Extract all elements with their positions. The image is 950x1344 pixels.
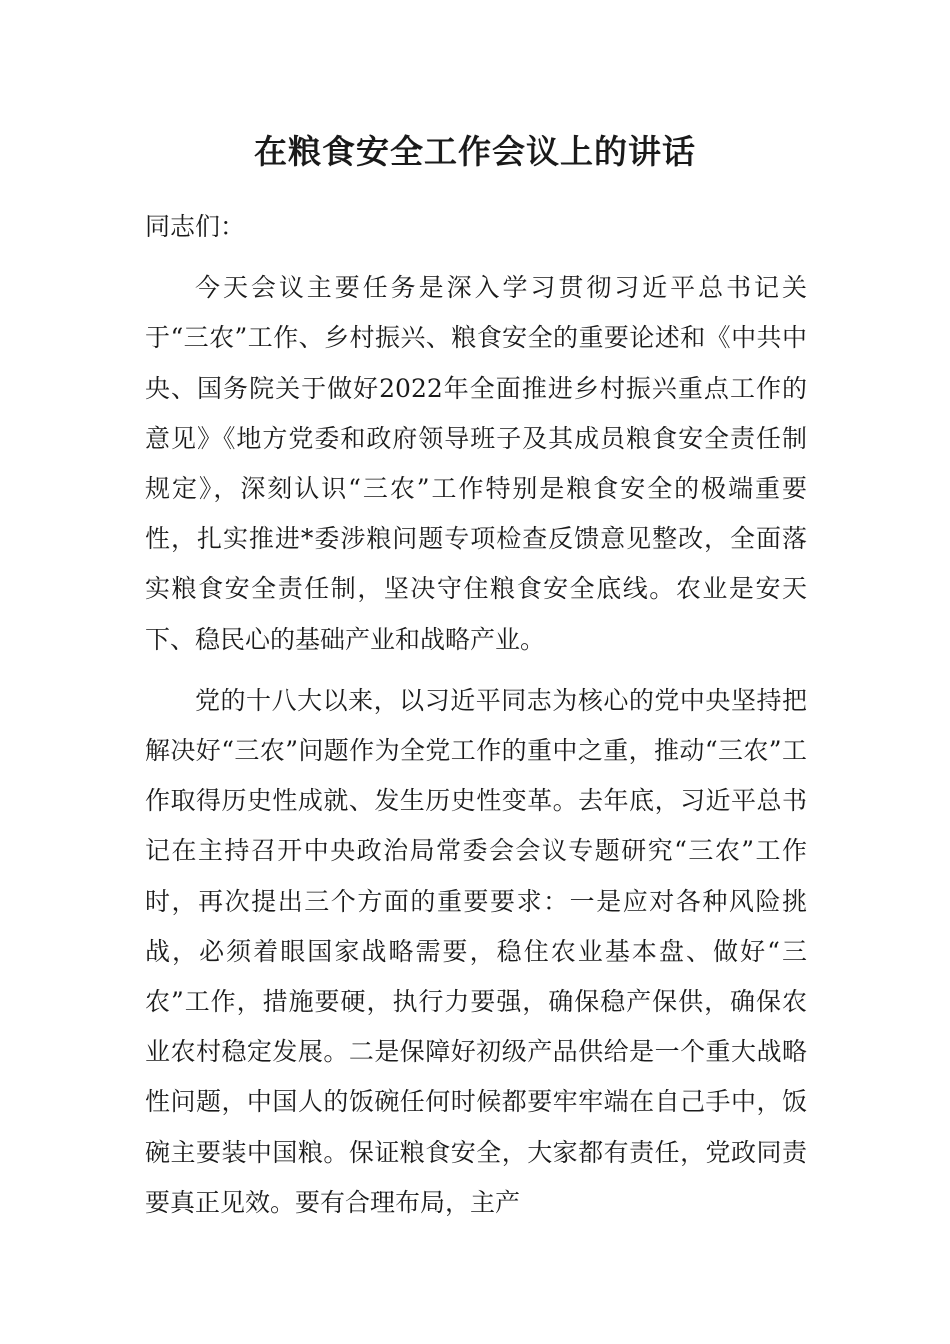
paragraph-1: 今天会议主要任务是深入学习贯彻习近平总书记关于“三农”工作、乡村振兴、粮食安全的重要论述和《中共中央、国务院关于做好2022年全面推进乡村振兴重点工作的意见》《地方党委和政府领导班子及其成员粮食安全责任制规定》，深刻认识“三农”工作特别是粮食安全的极端重要性，扎实推进*委涉粮问题专项检查反馈意见整改，全面落实粮食安全责任制，坚决守住粮食安全底线。农业是安天下、稳民心的基础产业和战略产业。 xyxy=(145,273,807,654)
salutation: 同志们： xyxy=(145,212,246,241)
document-title: 在粮食安全工作会议上的讲话 xyxy=(254,132,696,171)
paragraph-2: 党的十八大以来，以习近平同志为核心的党中央坚持把解决好“三农”问题作为全党工作的重中之重，推动“三农”工作取得历史性成就、发生历史性变革。去年底，习近平总书记在主持召开中央政治局常委会会议专题研究“三农”工作时，再次提出三个方面的重要要求：一是应对各种风险挑战，必须着眼国家战略需要，稳住农业基本盘、做好“三农”工作，措施要硬，执行力要强，确保稳产保供，确保农业农村稳定发展。二是保障好初级产品供给是一个重大战略性问题，中国人的饭碗任何时候都要牢牢端在自己手中，饭碗主要装中国粮。保证粮食安全，大家都有责任，党政同责要真正见效。要有合理布局，主产 xyxy=(145,685,807,1217)
document-body xyxy=(145,202,807,1239)
